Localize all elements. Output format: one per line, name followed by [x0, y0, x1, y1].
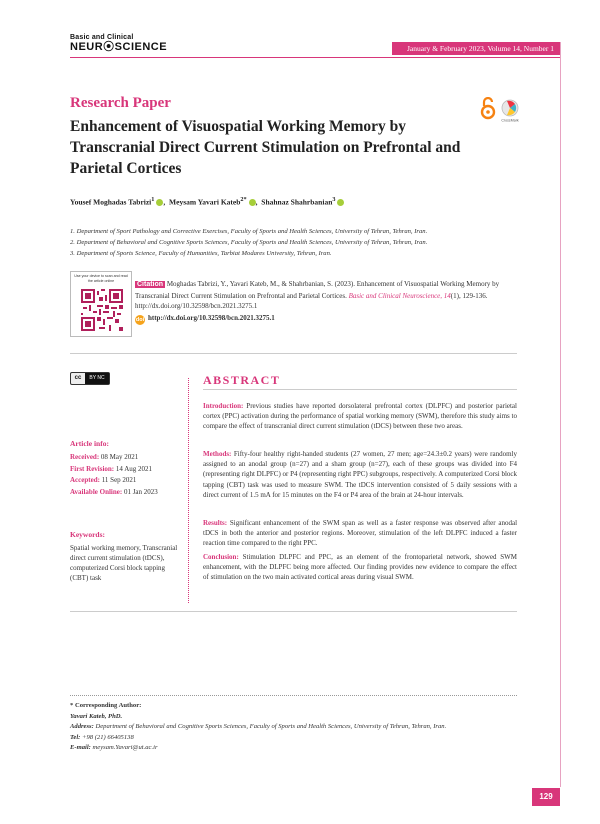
info-label: First Revision: [70, 464, 115, 473]
issue-banner: January & February 2023, Volume 14, Number 1 [392, 42, 560, 55]
footnote-divider [70, 695, 517, 696]
author-name[interactable]: Yousef Moghadas Tabrizi [70, 197, 152, 207]
corresponding-heading: * Corresponding Author: [70, 702, 142, 709]
abstract-section-text: Stimulation DLPFC and PPC, as an element of the frontoparietal network, showed SWM enhancement, with the DLPFC being more affected. Our finding provides new evidence to compare the effect of stimulation on the two main activated cortical areas during visual SWM. [203, 553, 517, 582]
abstract-methods [203, 449, 517, 500]
abstract-section-label: Results: [203, 519, 228, 527]
author-affiliation-mark: 3 [332, 196, 336, 203]
article-info-item [70, 464, 158, 476]
journal-logo [70, 34, 167, 53]
creative-commons-badge[interactable] [70, 372, 110, 385]
corresponding-author-block [70, 701, 540, 754]
article-info-list [70, 452, 158, 498]
corresponding-address [70, 722, 540, 733]
doi-icon: doi [135, 317, 145, 323]
crossmark-icon[interactable] [502, 100, 518, 116]
email-label: E-mail: [70, 744, 91, 751]
page-number: 129 [532, 788, 560, 806]
address-label: Address: [70, 723, 94, 730]
section-divider [70, 353, 517, 354]
info-label: Available Online: [70, 487, 123, 496]
journal-name-top: Basic and Clinical [70, 34, 134, 41]
article-info-item [70, 487, 158, 499]
crossmark-label: CrossMark [501, 118, 519, 123]
corresponding-name: Yavari Kateb, PhD. [70, 712, 123, 720]
column-separator [188, 378, 189, 603]
keywords-text: Spatial working memory, Transcranial direct current stimulation (tDCS), computerized Corsi block tapping (CBT) task [70, 544, 178, 582]
abstract-divider [203, 389, 517, 390]
citation-rest: (1), 129-136. http://dx.doi.org/10.32598/bcn.2021.3275.1 [135, 291, 488, 310]
citation-text: Moghadas Tabrizi, Y., Yavari Kateb, M., & Shahrbanian, S. (2023). Enhancement of Visuospatial Working Memory by Transcranial Direct Current Stimulation on Prefrontal and Parietal Cortices. [135, 280, 500, 300]
corresponding-email [70, 743, 540, 754]
journal-name-main: NEUR⦿SCIENCE [70, 41, 168, 53]
orcid-icon[interactable] [156, 199, 163, 206]
info-value: 14 Aug 2021 [115, 464, 153, 473]
orcid-icon[interactable] [249, 199, 256, 206]
abstract-heading: ABSTRACT [203, 373, 281, 387]
article-type: Research Paper [70, 95, 171, 111]
doi-link[interactable]: http://dx.doi.org/10.32598/bcn.2021.3275.1 [148, 314, 275, 322]
author-name[interactable]: Meysam Yavari Kateb [169, 197, 241, 207]
header-divider [70, 57, 560, 58]
qr-label: Use your device to scan and read the article online [74, 274, 128, 283]
abstract-conclusion [203, 552, 517, 583]
abstract-introduction [203, 401, 517, 432]
article-info-item [70, 452, 158, 464]
cc-icon: cc [74, 375, 82, 381]
author-name[interactable]: Shahnaz Shahrbanian [261, 197, 333, 207]
affiliation-item: 1. Department of Sport Pathology and Corrective Exercises, Faculty of Sports and Health Sciences, University of Tehran, Tehran, Iran. [70, 228, 428, 235]
qr-code-icon[interactable] [81, 289, 123, 331]
orcid-icon[interactable] [337, 199, 344, 206]
info-value: 01 Jan 2023 [123, 487, 158, 496]
citation-tag: Citation [137, 281, 164, 288]
qr-code-box[interactable] [70, 271, 132, 337]
abstract-section-label: Conclusion: [203, 553, 239, 561]
author-affiliation-mark: 2* [240, 196, 247, 203]
info-value: 11 Sep 2021 [101, 476, 137, 484]
address-value: Department of Behavioral and Cognitive Sports Sciences, Faculty of Sports and Health Sciences, University of Tehran, Tehran, Iran. [95, 723, 447, 730]
author-affiliation-mark: 1 [151, 196, 155, 203]
citation-journal: Basic and Clinical Neuroscience, 14 [348, 291, 451, 300]
info-value: 08 May 2021 [100, 453, 139, 461]
email-link[interactable]: meysam.Yavari@ut.ac.ir [92, 744, 158, 751]
cc-by-nc-icon: BY NC [85, 373, 109, 384]
abstract-section-label: Introduction: [203, 402, 244, 410]
article-info-heading: Article info: [70, 439, 109, 448]
article-title: Enhancement of Visuospatial Working Memory by Transcranial Direct Current Stimulation on Prefrontal and Parietal Cortices [70, 118, 461, 177]
author-list: Yousef Moghadas Tabrizi$^1$ , Meysam Yavari Kateb$^{2*}$ , Shahnaz Shahrbanian$^3$ [70, 196, 540, 207]
keywords-heading: Keywords: [70, 530, 105, 539]
tel-label: Tel: [70, 733, 81, 741]
abstract-section-text: Significant enhancement of the SWM span as well as a faster response was observed after anodal tDCS in both the anterior and posterior regions. Moreover, stimulation of the left DLPFC induced a faster reaction time compared to the right PPC. [203, 519, 518, 548]
page-margin-line [560, 42, 561, 787]
abstract-bottom-divider [70, 611, 517, 612]
affiliation-list [70, 226, 550, 259]
abstract-results [203, 518, 517, 549]
info-label: Received: [70, 453, 100, 461]
corresponding-tel [70, 733, 540, 744]
doi-line [135, 314, 275, 325]
abstract-section-text: Previous studies have reported dorsolateral prefrontal cortex (DLPFC) and posterior parietal cortex (PPC) activation during the performance of spatial working memory (SWM), therefore this study aims to compare the effect of transcranial direct current stimulation (tDCS) between these two areas. [203, 402, 517, 431]
affiliation-item: 2. Department of Behavioral and Cognitive Sports Sciences, Faculty of Sports and Health Sciences, University of Tehran, Tehran, Iran. [70, 239, 428, 246]
affiliation-item: 3. Department of Sports Science, Faculty of Humanities, Tarbiat Modares University, Tehran, Iran. [70, 250, 332, 257]
article-info-item [70, 475, 158, 487]
citation-block [135, 279, 515, 312]
tel-value: +98 (21) 66405138 [82, 733, 134, 741]
abstract-section-label: Methods: [203, 450, 232, 458]
open-access-icon [482, 98, 494, 118]
info-label: Accepted: [70, 476, 100, 484]
abstract-section-text: Fifty-four healthy right-handed students (27 women, 27 men; age=24.3±0.2 years) were randomly assigned to an anodal group (n=27) and a sham group (n=27), each of these groups was divided into F4 (representing right DLPFC) or P4 (representing right PPC) subgroups, respectively. A computerized Corsi block tapping (CBT) task was used to measure SWM. The tDCS intervention consisted of 5 daily sessions with a direct current of 1.5 mA for 15 minutes on the F4 or P4 area of the brain at 24-hour intervals. [203, 450, 517, 499]
